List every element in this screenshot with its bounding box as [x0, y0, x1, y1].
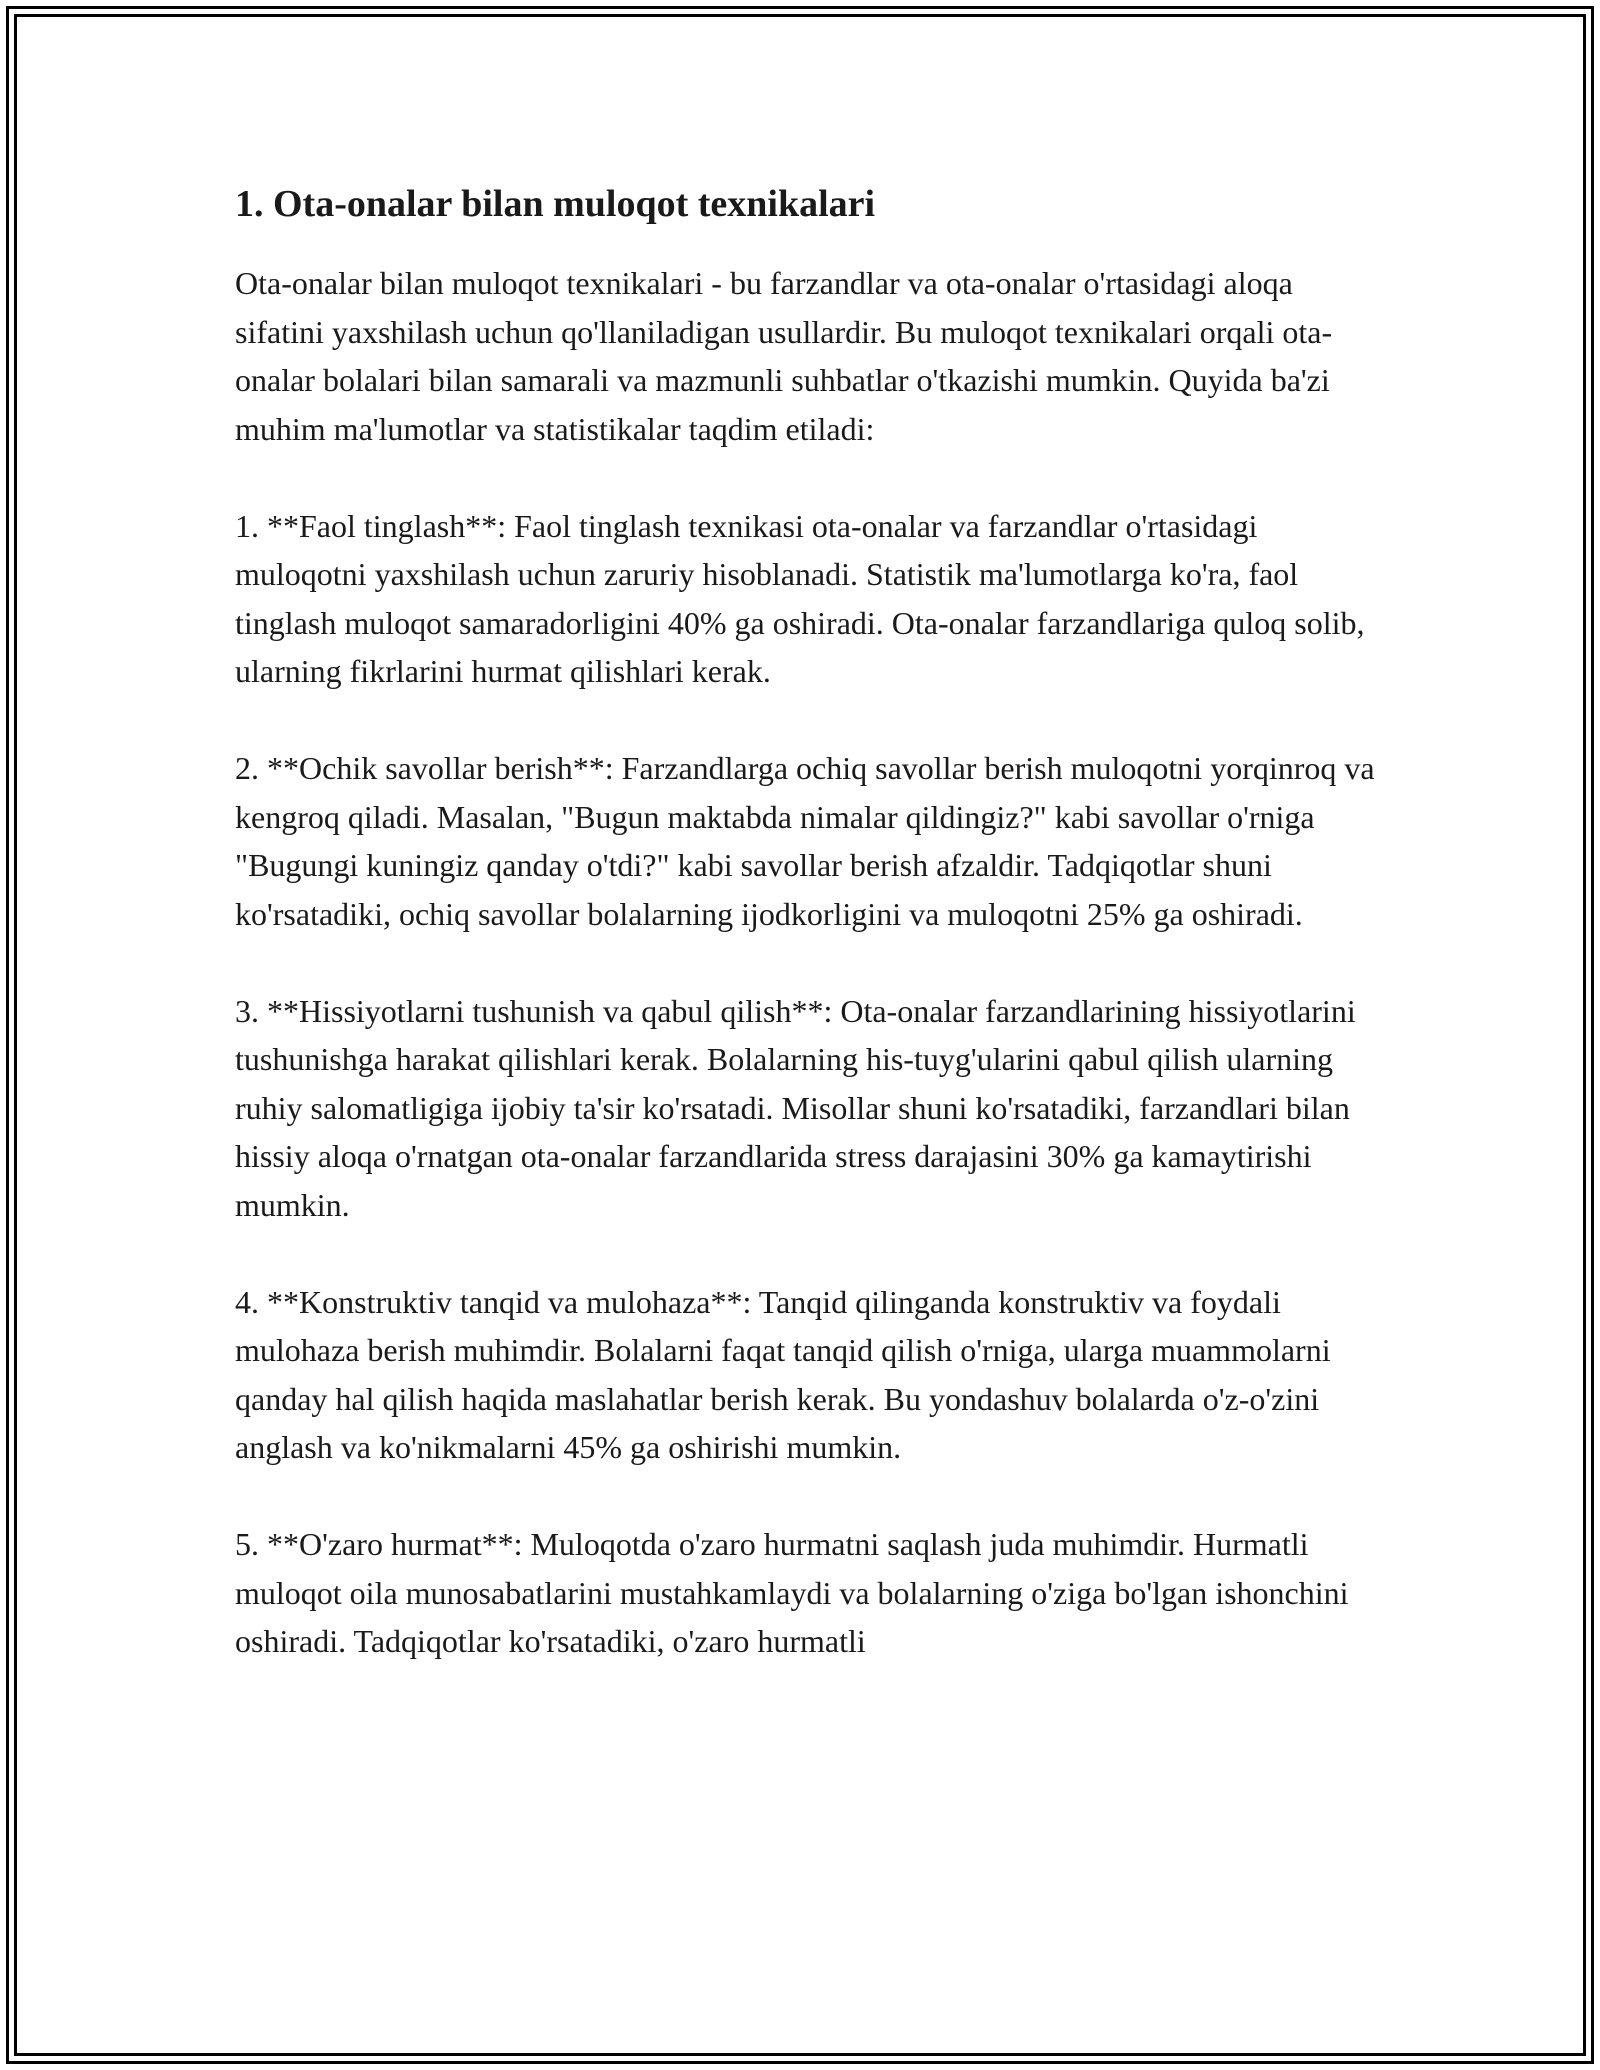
paragraph-active-listening: 1. **Faol tinglash**: Faol tinglash texnikasi ota-onalar va farzandlar o'rtasidagi muloqotni yaxshilash uchun zaruriy hisoblanadi. Statistik ma'lumotlarga ko'ra, faol tinglash muloqot samaradorligini 40% ga oshiradi. Ota-onalar farzandlariga quloq solib, ularning fikrlarini hurmat qilishlari kerak. — [235, 507, 1365, 690]
paragraph-mutual-respect: 5. **O'zaro hurmat**: Muloqotda o'zaro hurmatni saqlash juda muhimdir. Hurmatli muloqot oila munosabatlarini mustahkamlaydi va bolalarning o'ziga bo'lgan ishonchini oshiradi. Tadqiqotlar ko'rsatadiki, o'zaro hurmatli — [235, 1526, 1349, 1660]
intro-paragraph: Ota-onalar bilan muloqot texnikalari - bu farzandlar va ota-onalar o'rtasidagi aloqa sifatini yaxshilash uchun qo'llaniladigan usullardir. Bu muloqot texnikalari orqali ota-onalar bolalari bilan samarali va mazmunli suhbatlar o'tkazishi mumkin. Quyida ba'zi muhim ma'lumotlar va statistikalar taqdim etiladi: — [235, 265, 1333, 447]
paragraph-emotions: 3. **Hissiyotlarni tushunish va qabul qilish**: Ota-onalar farzandlarining hissiyotlarini tushunishga harakat qilishlari kerak. Bolalarning his-tuyg'ularini qabul qilish ularning ruhiy salomatligiga ijobiy ta'sir ko'rsatadi. Misollar shuni ko'rsatadiki, farzandlari bilan hissiy aloqa o'rnatgan ota-onalar farzandlarida stress darajasini 30% ga kamaytirishi mumkin. — [235, 992, 1356, 1223]
document-title: 1. Ota-onalar bilan muloqot texnikalari — [235, 183, 876, 225]
paragraph-constructive-feedback: 4. **Konstruktiv tanqid va mulohaza**: Tanqid qilinganda konstruktiv va foydali mulohaza berish muhimdir. Bolalarni faqat tanqid qilish o'rniga, ularga muammolarni qanday hal qilish haqida maslahatlar berish kerak. Bu yondashuv bolalarda o'z-o'zini anglash va ko'nikmalarni 45% ga oshirishi mumkin. — [235, 1283, 1331, 1466]
document-body — [235, 180, 1375, 1714]
paragraph-open-questions: 2. **Ochik savollar berish**: Farzandlarga ochiq savollar berish muloqotni yorqinroq va kengroq qiladi. Masalan, "Bugun maktabda nimalar qildingiz?" kabi savollar o'rniga "Bugungi kuningiz qanday o'tdi?" kabi savollar berish afzaldir. Tadqiqotlar shuni ko'rsatadiki, ochiq savollar bolalarning ijodkorligini va muloqotni 25% ga oshiradi. — [235, 750, 1375, 932]
